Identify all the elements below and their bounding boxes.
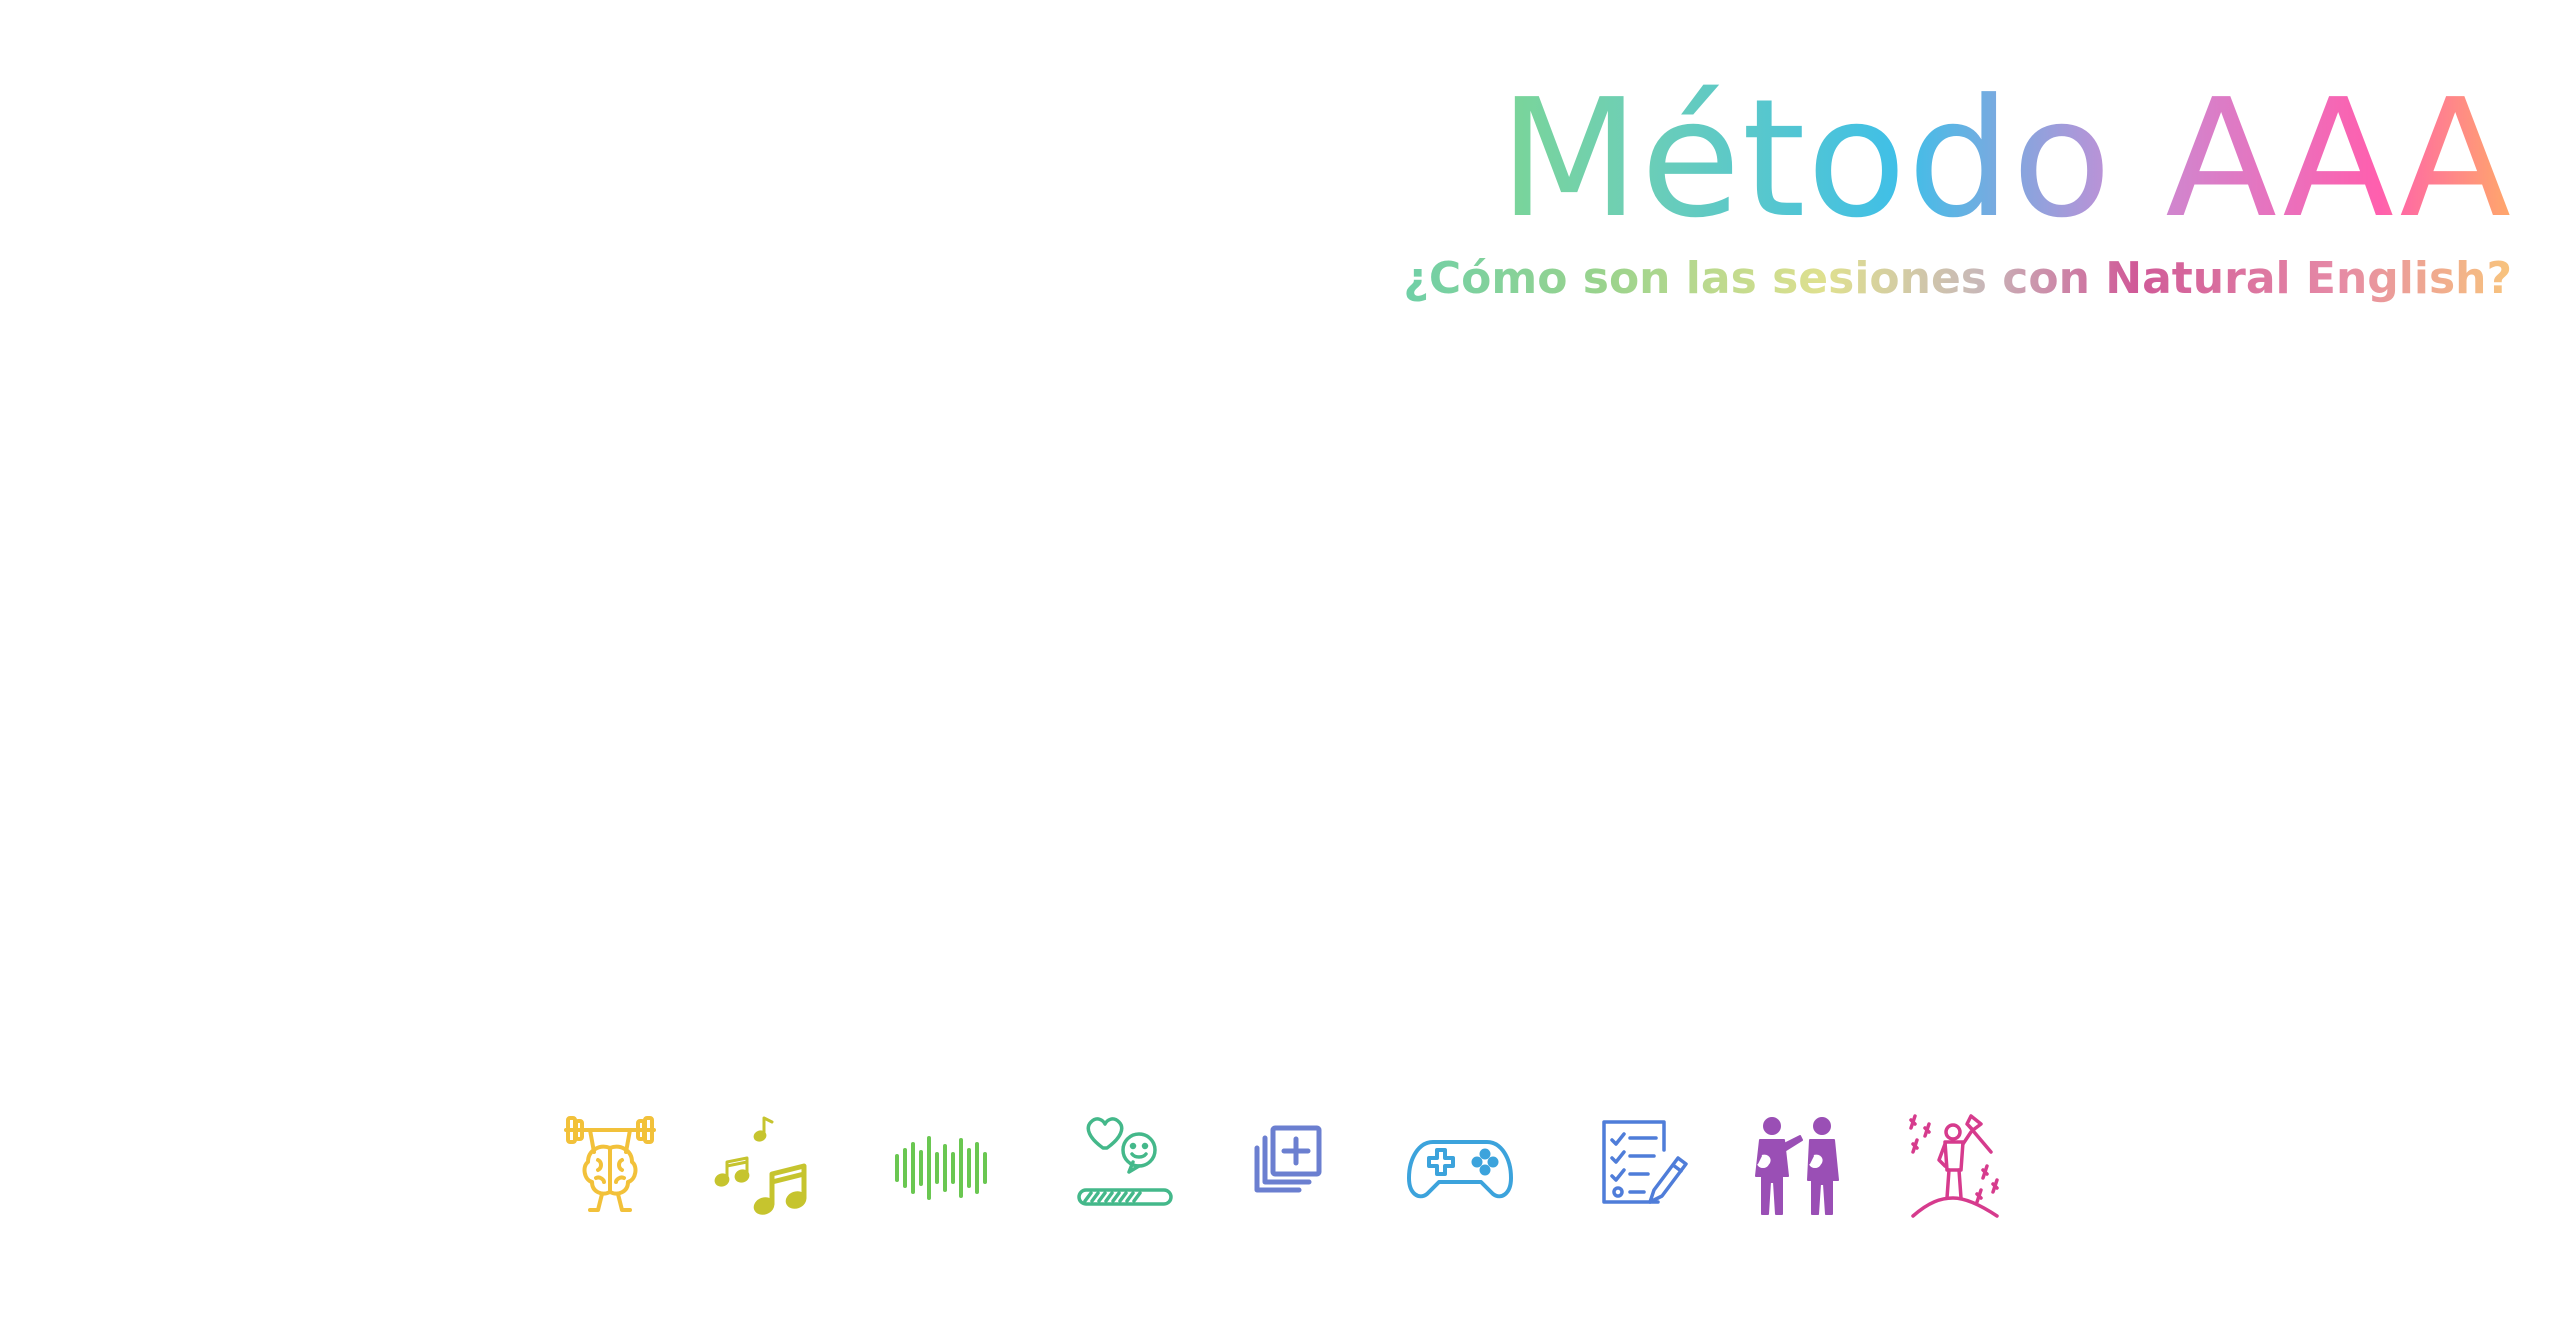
methodology-icon-row bbox=[0, 1110, 2560, 1220]
page-subtitle: ¿Cómo son las sesiones con Natural English? bbox=[1403, 253, 2512, 304]
header bbox=[1403, 65, 2512, 304]
sound-wave-icon bbox=[893, 1110, 993, 1220]
checklist-pencil-icon bbox=[1598, 1110, 1688, 1220]
heart-smiley-progress-icon bbox=[1075, 1110, 1175, 1220]
page-title: Método AAA bbox=[1403, 78, 2512, 241]
add-layers-icon bbox=[1253, 1110, 1323, 1220]
two-people-talking-icon bbox=[1748, 1110, 1848, 1220]
game-controller-icon bbox=[1405, 1110, 1515, 1220]
brain-weightlifting-icon bbox=[560, 1110, 660, 1220]
celebrating-person-icon bbox=[1905, 1110, 2005, 1220]
music-notes-icon bbox=[712, 1110, 812, 1220]
